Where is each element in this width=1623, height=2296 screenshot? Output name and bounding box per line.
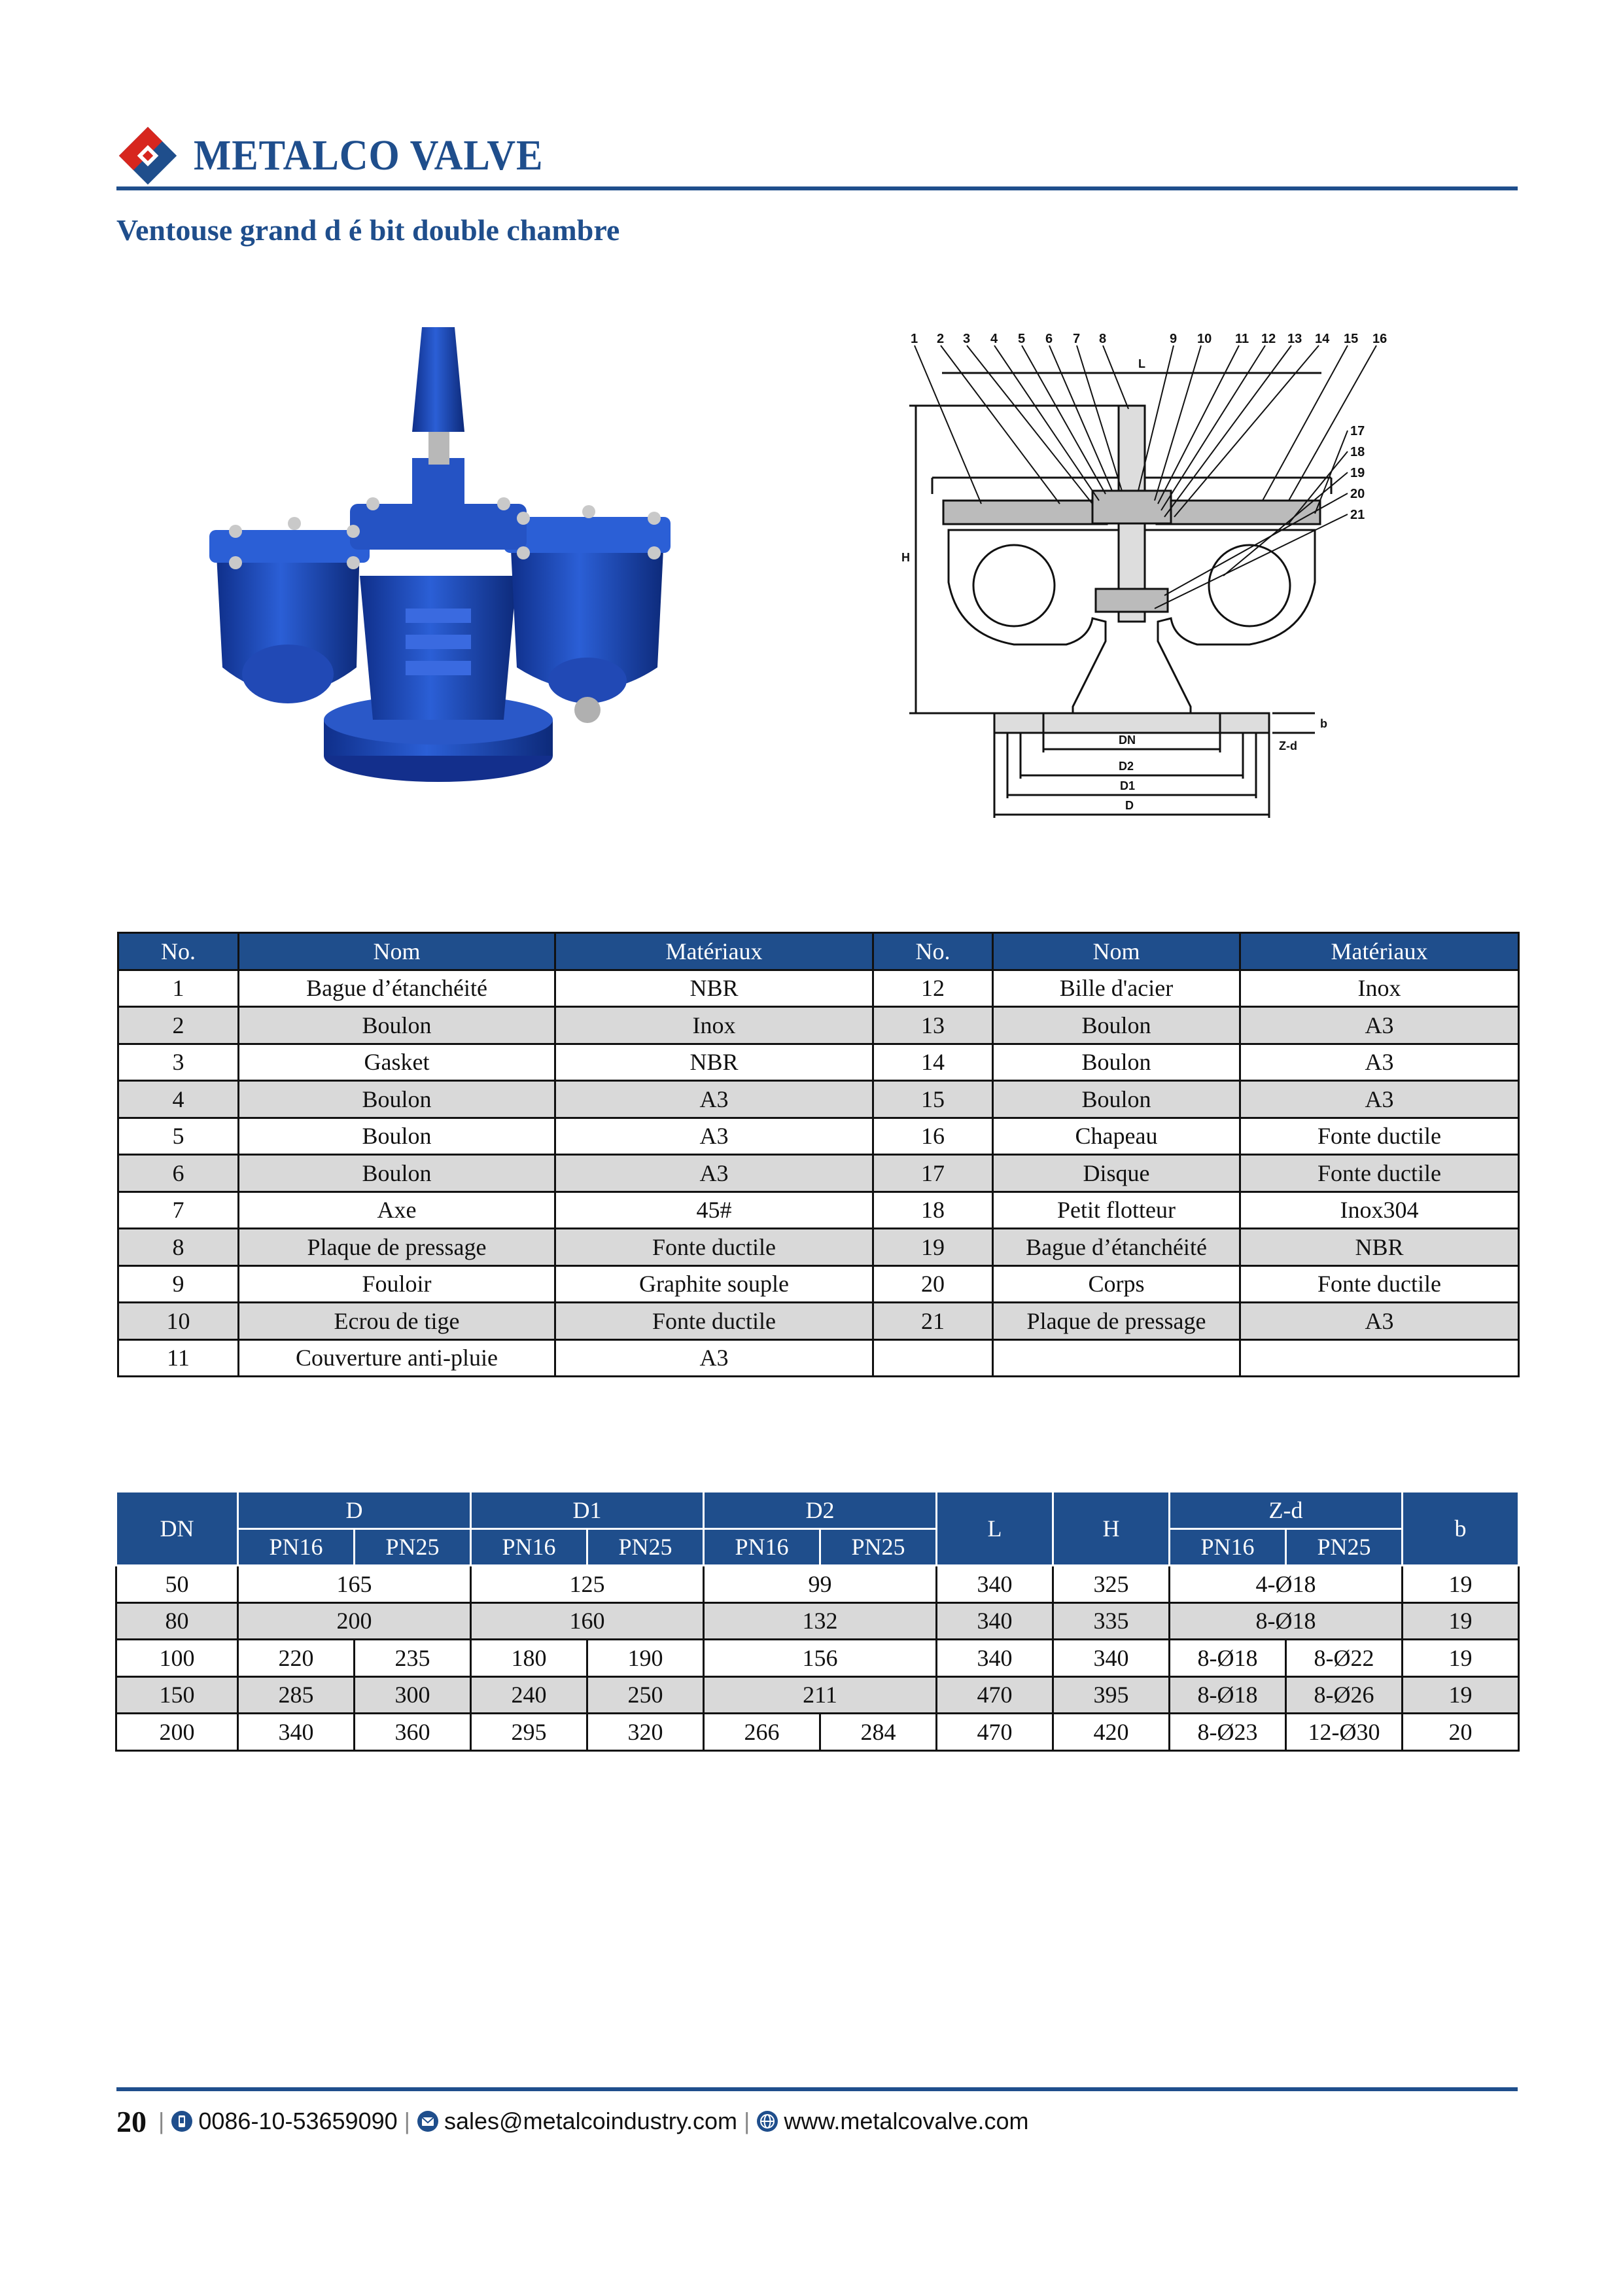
cell-nom: Gasket — [239, 1044, 555, 1081]
balloon-label: 2 — [937, 332, 945, 346]
page-title: Ventouse grand d é bit double chambre — [116, 213, 620, 247]
cell-l: 340 — [937, 1640, 1053, 1677]
cell-materiaux: Fonte ductile — [1240, 1155, 1519, 1192]
col-header-zd: Z-d — [1170, 1492, 1403, 1529]
table-row — [118, 1081, 1519, 1118]
cell-zd: 4-Ø18 — [1170, 1566, 1403, 1603]
cell-d2: 132 — [704, 1602, 937, 1640]
cell-nom: Boulon — [239, 1155, 555, 1192]
cell-materiaux: A3 — [1240, 1007, 1519, 1044]
cell-nom: Bille d'acier — [993, 970, 1240, 1007]
cell-materiaux: NBR — [1240, 1229, 1519, 1266]
table-row — [118, 1118, 1519, 1155]
balloon-label: 7 — [1073, 332, 1081, 346]
cell-nom: Plaque de pressage — [993, 1303, 1240, 1340]
cell-materiaux: A3 — [1240, 1303, 1519, 1340]
cell-d1: 160 — [471, 1602, 704, 1640]
page-number: 20 — [116, 2104, 147, 2138]
cell-h: 340 — [1053, 1640, 1170, 1677]
brand-name: METALCO VALVE — [194, 132, 544, 179]
cell-no — [873, 1339, 993, 1377]
dims-header-row-1 — [116, 1492, 1519, 1529]
balloon-label: 18 — [1350, 445, 1365, 459]
cell-no: 9 — [118, 1265, 239, 1303]
cell-no: 14 — [873, 1044, 993, 1081]
col-header-h: H — [1053, 1492, 1170, 1566]
cell-nom: Bague d’étanchéité — [239, 970, 555, 1007]
cell-d-pn25: 235 — [355, 1640, 471, 1677]
cell-no: 12 — [873, 970, 993, 1007]
cell-d-pn16: 220 — [238, 1640, 355, 1677]
dim-label-D1: D1 — [1120, 779, 1136, 792]
table-row — [118, 1007, 1519, 1044]
footer-separator: | — [158, 2108, 165, 2134]
col-header-pn16: PN16 — [704, 1528, 820, 1566]
email-icon — [417, 2110, 439, 2132]
table-row — [116, 1714, 1519, 1751]
col-header-d2: D2 — [704, 1492, 937, 1529]
dimensions-table — [115, 1491, 1520, 1752]
cell-dn: 150 — [116, 1676, 238, 1714]
col-header-nom: Nom — [993, 933, 1240, 970]
cell-d: 165 — [238, 1566, 471, 1603]
cell-nom: Ecrou de tige — [239, 1303, 555, 1340]
cell-d-pn16: 340 — [238, 1714, 355, 1751]
balloon-label: 11 — [1235, 332, 1249, 346]
cell-d2-pn16: 266 — [704, 1714, 820, 1751]
cell-nom: Petit flotteur — [993, 1192, 1240, 1229]
cell-dn: 100 — [116, 1640, 238, 1677]
cell-no: 20 — [873, 1265, 993, 1303]
cell-nom: Boulon — [239, 1118, 555, 1155]
cell-no: 8 — [118, 1229, 239, 1266]
table-row — [118, 1044, 1519, 1081]
cell-nom: Boulon — [993, 1007, 1240, 1044]
balloon-label: 8 — [1099, 332, 1107, 346]
cell-nom: Disque — [993, 1155, 1240, 1192]
cell-d2: 99 — [704, 1566, 937, 1603]
cell-d1-pn25: 190 — [587, 1640, 704, 1677]
cell-d1-pn25: 250 — [587, 1676, 704, 1714]
col-header-d: D — [238, 1492, 471, 1529]
cell-d-pn16: 285 — [238, 1676, 355, 1714]
col-header-pn25: PN25 — [587, 1528, 704, 1566]
cell-b: 19 — [1403, 1640, 1519, 1677]
cell-d1-pn25: 320 — [587, 1714, 704, 1751]
cell-materiaux: A3 — [1240, 1044, 1519, 1081]
table-row — [118, 1229, 1519, 1266]
table-row — [116, 1640, 1519, 1677]
cell-h: 325 — [1053, 1566, 1170, 1603]
table-row — [118, 1303, 1519, 1340]
col-header-l: L — [937, 1492, 1053, 1566]
valve-product-photo — [196, 327, 680, 798]
col-header-no: No. — [873, 933, 993, 970]
footer — [116, 2100, 1029, 2142]
balloon-label: 9 — [1170, 332, 1178, 346]
cell-d1-pn16: 240 — [471, 1676, 587, 1714]
cell-zd-pn16: 8-Ø23 — [1170, 1714, 1286, 1751]
cell-d2-pn25: 284 — [820, 1714, 937, 1751]
col-header-pn25: PN25 — [820, 1528, 937, 1566]
valve-section-drawing — [896, 327, 1420, 824]
col-header-pn25: PN25 — [1286, 1528, 1403, 1566]
cell-l: 470 — [937, 1676, 1053, 1714]
cell-nom: Couverture anti-pluie — [239, 1339, 555, 1377]
col-header-d1: D1 — [471, 1492, 704, 1529]
dim-label-b: b — [1320, 717, 1327, 730]
cell-materiaux: A3 — [555, 1155, 873, 1192]
cell-no: 13 — [873, 1007, 993, 1044]
footer-rule — [116, 2087, 1518, 2091]
col-header-pn16: PN16 — [471, 1528, 587, 1566]
balloon-label: 16 — [1372, 332, 1387, 346]
col-header-pn16: PN16 — [238, 1528, 355, 1566]
cell-h: 420 — [1053, 1714, 1170, 1751]
cell-dn: 50 — [116, 1566, 238, 1603]
cell-materiaux: A3 — [555, 1081, 873, 1118]
cell-l: 340 — [937, 1602, 1053, 1640]
cell-nom: Axe — [239, 1192, 555, 1229]
cell-no: 18 — [873, 1192, 993, 1229]
balloon-label: 5 — [1018, 332, 1026, 346]
cell-nom: Boulon — [993, 1044, 1240, 1081]
cell-nom: Boulon — [239, 1007, 555, 1044]
dim-label-D: D — [1125, 799, 1134, 812]
cell-no: 16 — [873, 1118, 993, 1155]
cell-nom: Boulon — [993, 1081, 1240, 1118]
cell-nom: Boulon — [239, 1081, 555, 1118]
table-row — [118, 1265, 1519, 1303]
balloon-label: 3 — [963, 332, 971, 346]
balloon-label: 21 — [1350, 508, 1365, 522]
cell-nom: Bague d’étanchéité — [993, 1229, 1240, 1266]
cell-materiaux: 45# — [555, 1192, 873, 1229]
cell-nom: Plaque de pressage — [239, 1229, 555, 1266]
cell-zd-pn25: 8-Ø26 — [1286, 1676, 1403, 1714]
footer-website[interactable]: www.metalcovalve.com — [784, 2108, 1029, 2134]
balloon-label: 15 — [1344, 332, 1359, 346]
dim-label-H: H — [901, 551, 910, 564]
cell-materiaux: A3 — [555, 1118, 873, 1155]
cell-d1: 125 — [471, 1566, 704, 1603]
cell-materiaux: Fonte ductile — [1240, 1118, 1519, 1155]
cell-materiaux: Fonte ductile — [555, 1229, 873, 1266]
footer-phone: 0086-10-53659090 — [198, 2108, 398, 2134]
cell-b: 19 — [1403, 1676, 1519, 1714]
globe-icon — [756, 2110, 778, 2132]
cell-no: 19 — [873, 1229, 993, 1266]
col-header-materiaux: Matériaux — [555, 933, 873, 970]
metalco-logo-icon — [116, 124, 179, 187]
cell-nom: Fouloir — [239, 1265, 555, 1303]
table-row — [116, 1602, 1519, 1640]
cell-materiaux: Inox304 — [1240, 1192, 1519, 1229]
col-header-pn25: PN25 — [355, 1528, 471, 1566]
cell-no: 5 — [118, 1118, 239, 1155]
phone-icon — [171, 2110, 193, 2132]
cell-dn: 200 — [116, 1714, 238, 1751]
cell-d-pn25: 360 — [355, 1714, 471, 1751]
cell-zd: 8-Ø18 — [1170, 1602, 1403, 1640]
balloon-label: 17 — [1350, 424, 1365, 438]
table-row — [116, 1566, 1519, 1603]
parts-table — [117, 932, 1520, 1377]
cell-no: 17 — [873, 1155, 993, 1192]
cell-l: 340 — [937, 1566, 1053, 1603]
cell-materiaux: A3 — [555, 1339, 873, 1377]
cell-h: 395 — [1053, 1676, 1170, 1714]
col-header-b: b — [1403, 1492, 1519, 1566]
cell-l: 470 — [937, 1714, 1053, 1751]
cell-d1-pn16: 180 — [471, 1640, 587, 1677]
cell-d-pn25: 300 — [355, 1676, 471, 1714]
table-row — [118, 1339, 1519, 1377]
cell-no: 7 — [118, 1192, 239, 1229]
cell-no: 2 — [118, 1007, 239, 1044]
balloon-label: 13 — [1287, 332, 1302, 346]
parts-header-row — [118, 933, 1519, 970]
cell-materiaux: NBR — [555, 970, 873, 1007]
col-header-materiaux: Matériaux — [1240, 933, 1519, 970]
cell-d2: 211 — [704, 1676, 937, 1714]
cell-no: 21 — [873, 1303, 993, 1340]
dim-label-zd: Z-d — [1279, 739, 1297, 752]
cell-no: 11 — [118, 1339, 239, 1377]
cell-no: 1 — [118, 970, 239, 1007]
cell-dn: 80 — [116, 1602, 238, 1640]
balloon-label: 6 — [1045, 332, 1053, 346]
cell-materiaux: Inox — [555, 1007, 873, 1044]
footer-separator: | — [404, 2108, 410, 2134]
footer-email[interactable]: sales@metalcoindustry.com — [444, 2108, 738, 2134]
balloon-label: 1 — [911, 332, 918, 346]
cell-materiaux: NBR — [555, 1044, 873, 1081]
cell-b: 19 — [1403, 1566, 1519, 1603]
balloon-label: 14 — [1315, 332, 1330, 346]
header-rule — [116, 186, 1518, 190]
cell-no: 15 — [873, 1081, 993, 1118]
col-header-pn16: PN16 — [1170, 1528, 1286, 1566]
dim-label-D2: D2 — [1119, 760, 1134, 773]
cell-no: 6 — [118, 1155, 239, 1192]
brand-header — [116, 119, 574, 192]
col-header-nom: Nom — [239, 933, 555, 970]
footer-separator: | — [744, 2108, 750, 2134]
cell-zd-pn25: 12-Ø30 — [1286, 1714, 1403, 1751]
balloon-label: 12 — [1261, 332, 1276, 346]
balloon-label: 19 — [1350, 466, 1365, 480]
cell-materiaux: Inox — [1240, 970, 1519, 1007]
cell-d: 200 — [238, 1602, 471, 1640]
cell-materiaux: Fonte ductile — [1240, 1265, 1519, 1303]
table-row — [118, 1192, 1519, 1229]
balloon-label: 4 — [990, 332, 998, 346]
dims-header-row-2 — [116, 1528, 1519, 1566]
cell-h: 335 — [1053, 1602, 1170, 1640]
cell-materiaux: A3 — [1240, 1081, 1519, 1118]
cell-materiaux: Graphite souple — [555, 1265, 873, 1303]
cell-nom: Chapeau — [993, 1118, 1240, 1155]
cell-zd-pn16: 8-Ø18 — [1170, 1676, 1286, 1714]
cell-zd-pn16: 8-Ø18 — [1170, 1640, 1286, 1677]
balloon-label: 20 — [1350, 487, 1365, 501]
cell-materiaux: Fonte ductile — [555, 1303, 873, 1340]
dim-label-DN: DN — [1119, 733, 1136, 747]
table-row — [116, 1676, 1519, 1714]
dim-label-L: L — [1138, 357, 1145, 370]
cell-d2: 156 — [704, 1640, 937, 1677]
col-header-dn: DN — [116, 1492, 238, 1566]
cell-d1-pn16: 295 — [471, 1714, 587, 1751]
col-header-no: No. — [118, 933, 239, 970]
cell-b: 20 — [1403, 1714, 1519, 1751]
cell-materiaux — [1240, 1339, 1519, 1377]
balloon-label: 10 — [1197, 332, 1212, 346]
cell-no: 10 — [118, 1303, 239, 1340]
cell-nom — [993, 1339, 1240, 1377]
table-row — [118, 970, 1519, 1007]
cell-zd-pn25: 8-Ø22 — [1286, 1640, 1403, 1677]
table-row — [118, 1155, 1519, 1192]
cell-b: 19 — [1403, 1602, 1519, 1640]
cell-nom: Corps — [993, 1265, 1240, 1303]
cell-no: 3 — [118, 1044, 239, 1081]
cell-no: 4 — [118, 1081, 239, 1118]
